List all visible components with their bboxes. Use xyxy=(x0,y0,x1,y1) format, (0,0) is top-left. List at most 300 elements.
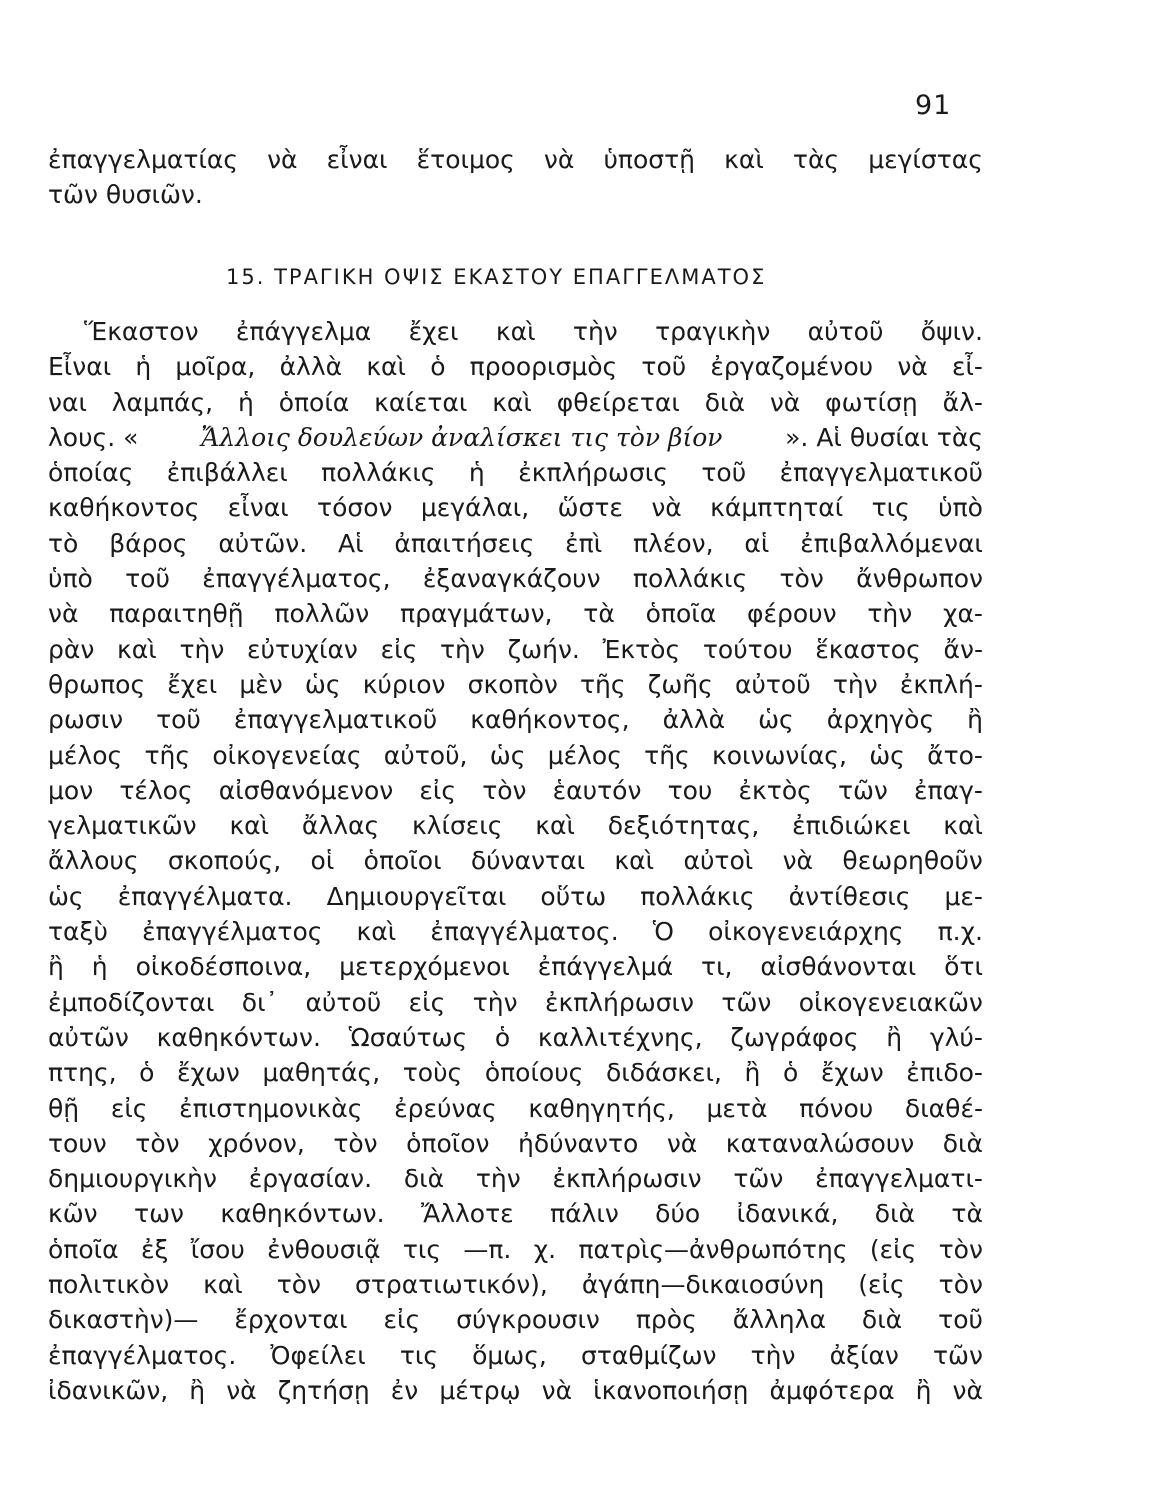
word: δύνανται xyxy=(470,846,586,876)
word: ἄλλους xyxy=(48,846,139,876)
word: θρωπος xyxy=(48,669,146,699)
word: ἄν- xyxy=(943,634,983,664)
word: τὴν xyxy=(832,669,878,699)
word: τῶν θυσιῶν. xyxy=(48,180,203,210)
word: ὑποστῇ xyxy=(603,145,696,174)
word: ἀγάπη—δικαιοσύνη xyxy=(581,1270,825,1300)
word: καθήκοντος, xyxy=(470,705,630,735)
word: τὰ xyxy=(951,1199,983,1229)
word: δύο xyxy=(655,1199,701,1229)
word: τοῦ xyxy=(701,458,747,488)
word: νὰ xyxy=(651,493,682,523)
word: χ. xyxy=(533,1234,557,1264)
text-line xyxy=(48,1161,983,1196)
word: μετερχόμενοι xyxy=(339,952,510,982)
word: οἰκογενειάρχης xyxy=(708,917,904,947)
word: οἰκογενειακῶν xyxy=(798,987,983,1017)
word: Ὁ xyxy=(652,917,674,947)
word: ἑαυτόν xyxy=(552,775,642,805)
word: τὸν xyxy=(482,775,527,805)
text-line xyxy=(48,632,983,667)
word: εἶναι xyxy=(326,145,388,174)
word: ἢ xyxy=(189,1375,206,1405)
word: ἠδύναντο xyxy=(517,1128,639,1158)
word: Ἐκτὸς xyxy=(602,634,681,664)
word: ζωῆς xyxy=(647,669,713,699)
word: ἢ xyxy=(967,705,983,735)
word: πολιτικὸν xyxy=(48,1270,170,1300)
word: ναι xyxy=(48,387,87,417)
word: μέλος xyxy=(48,740,123,770)
word: καλλιτέχνης, xyxy=(537,1022,703,1052)
word: τραγικὴν xyxy=(655,317,771,346)
word: πραγμάτων, xyxy=(400,599,553,629)
word: ἐπάγγελμά xyxy=(537,952,674,982)
word: —π. xyxy=(463,1234,512,1264)
text-line xyxy=(48,914,983,949)
word: ἄλληλα xyxy=(732,1305,826,1335)
word: μον xyxy=(48,775,94,805)
word: εὐτυχίαν xyxy=(247,634,358,664)
word: ἐπαγγελματι- xyxy=(815,1164,983,1194)
word: ἐπάγγελμα xyxy=(235,317,372,346)
word: πλέον, xyxy=(633,528,714,558)
word: τις xyxy=(402,1234,442,1264)
word: ἐπαγγέλματος. xyxy=(430,917,619,947)
text-line xyxy=(48,561,983,596)
page-number: 91 xyxy=(915,90,952,121)
word: νὰ xyxy=(952,1375,983,1405)
word: νὰ xyxy=(267,145,298,174)
word: ὁ xyxy=(782,1058,799,1088)
word: ἀλλὰ xyxy=(279,352,343,382)
word: οἰκογενείας xyxy=(212,740,362,770)
word: τι, xyxy=(701,952,733,982)
word: (εἰς xyxy=(858,1270,905,1300)
word: του xyxy=(667,775,713,805)
word: ἐργαζομένου xyxy=(710,352,874,382)
word: ἐπαγγελματίας xyxy=(48,145,238,174)
word: ἰδανικά, xyxy=(736,1199,839,1229)
word: ἐξ xyxy=(140,1234,169,1264)
word: εἰς xyxy=(110,1093,148,1123)
word: τῶν xyxy=(837,775,888,805)
word: αὐτῶν xyxy=(48,1022,129,1052)
word: ἡ xyxy=(468,458,485,488)
word: μεγίστας xyxy=(868,145,983,174)
word: καὶ xyxy=(229,811,270,841)
word: τὰς xyxy=(792,145,840,174)
word: νὰ xyxy=(543,145,575,174)
word: ἐκπλήρωσιν xyxy=(552,1164,702,1194)
word: μέτρῳ xyxy=(439,1375,521,1405)
word: ρωσιν xyxy=(48,705,124,735)
word: τὸν xyxy=(135,1128,180,1158)
word: σταθμίζων xyxy=(580,1340,717,1370)
word: διὰ xyxy=(942,1128,983,1158)
word: καὶ xyxy=(614,846,655,876)
word: πόνου xyxy=(799,1093,874,1123)
word: ἕκαστος xyxy=(815,634,921,664)
word: οἱ xyxy=(310,846,335,876)
word: ἐπιστημονικὰς xyxy=(179,1093,363,1123)
word: πολλάκις xyxy=(632,564,748,594)
word: εἶ- xyxy=(951,352,983,382)
word: τόσον xyxy=(317,493,393,523)
word: τὴν xyxy=(472,987,518,1017)
word: ἐπαγγελματικοῦ xyxy=(779,458,983,488)
word: ἐνθουσιᾷ xyxy=(267,1234,381,1264)
word: νὰ xyxy=(48,599,79,629)
text-line xyxy=(48,177,983,212)
word: ὁποίους xyxy=(484,1058,584,1088)
word: αὐτοῦ xyxy=(305,987,382,1017)
word: καὶ xyxy=(492,387,532,417)
word: πατρὶς—ἀνθρωπότης xyxy=(578,1234,848,1264)
text-line xyxy=(48,1055,983,1090)
word: νὰ xyxy=(782,846,814,876)
word: διὰ xyxy=(403,1164,445,1194)
word: ἢ xyxy=(48,952,64,982)
word: μὲν xyxy=(239,669,283,699)
word: Ἕκαστον xyxy=(84,317,199,346)
word: αὐτοῦ xyxy=(807,317,884,346)
word: γελματικῶν xyxy=(48,811,197,841)
text-line xyxy=(48,879,983,914)
line-end: ». Αἱ θυσίαι τὰς xyxy=(785,422,983,452)
word: παραιτηθῇ xyxy=(109,599,244,629)
word: νὰ xyxy=(666,1128,698,1158)
text-line xyxy=(48,843,983,878)
word: ἡ xyxy=(91,952,108,982)
word: νὰ xyxy=(541,1375,573,1405)
word: ἡ xyxy=(237,387,254,417)
word: καὶ xyxy=(203,1270,243,1300)
word: ἐρεύνας xyxy=(394,1093,497,1123)
text-line xyxy=(48,808,983,843)
text-line xyxy=(48,1373,983,1408)
word: τὴν xyxy=(439,634,485,664)
line-start: λους. « xyxy=(48,422,139,452)
word: νὰ xyxy=(897,352,928,382)
word: ὄψιν. xyxy=(920,317,983,346)
word: δι᾽ xyxy=(241,987,279,1017)
word: ἀντίθεσις xyxy=(788,881,911,911)
word: τῶν xyxy=(933,1340,983,1370)
word: ἐπαγγέλματα. xyxy=(117,881,293,911)
text-line xyxy=(48,1232,983,1267)
word: αὐτοῦ, xyxy=(383,740,468,770)
word: ἐπιδο- xyxy=(906,1058,983,1088)
word: ὁποῖον xyxy=(406,1128,490,1158)
word: πολλάκις xyxy=(321,458,436,488)
word: τὸν xyxy=(938,1270,983,1300)
text-line xyxy=(48,702,983,737)
word: μοῖρα, xyxy=(175,352,256,382)
text-line xyxy=(48,1020,983,1055)
word: Αἱ xyxy=(338,528,364,558)
word: ἱκανοποιήσῃ xyxy=(593,1375,749,1405)
word: ἐπιβαλλόμεναι xyxy=(800,528,983,558)
text-line xyxy=(48,490,983,525)
word: ὁ xyxy=(430,352,446,382)
word: ἔχει xyxy=(167,669,218,699)
word: ἐπαγγελματικοῦ xyxy=(233,705,438,735)
word: ἄλ- xyxy=(942,387,983,417)
word: τουν xyxy=(48,1128,107,1158)
word: σκοπὸν xyxy=(467,669,558,699)
word: σύγκρουσιν xyxy=(456,1305,600,1335)
word: ἀπαιτήσεις xyxy=(394,528,535,558)
word: μεγάλαι, xyxy=(420,493,530,523)
word: ὡς xyxy=(489,740,526,770)
text-line xyxy=(48,667,983,702)
word: ἕτοιμος xyxy=(416,145,515,174)
word: ὡς xyxy=(48,881,84,911)
word: εἰς xyxy=(419,775,457,805)
word: καθηκόντων. xyxy=(220,1199,385,1229)
text-line xyxy=(48,142,983,177)
quotation: Ἄλλοις δουλεύων ἀναλίσκει τις τὸν βίον xyxy=(201,422,723,452)
word: τὴν xyxy=(572,317,618,346)
word: π.χ. xyxy=(937,917,983,947)
word: τὸν xyxy=(333,1128,378,1158)
word: τὰ xyxy=(583,599,615,629)
word: πολλάκις xyxy=(640,881,755,911)
word: πάλιν xyxy=(550,1199,619,1229)
text-line xyxy=(48,349,983,384)
word: ὡς xyxy=(869,740,905,770)
word: τῆς xyxy=(644,740,690,770)
word: τὸν xyxy=(276,1270,322,1300)
text-line xyxy=(48,1267,983,1302)
word: Ὀφείλει xyxy=(270,1340,366,1370)
word: ἀμφότερα xyxy=(769,1375,895,1405)
word: ζητήσῃ xyxy=(277,1375,370,1405)
word: ἐπιδιώκει xyxy=(792,811,911,841)
word: χρόνον, xyxy=(208,1128,305,1158)
word: γλύ- xyxy=(929,1022,983,1052)
word: των xyxy=(134,1199,184,1229)
word: οὕτω xyxy=(540,881,607,911)
word: τοὺς xyxy=(402,1058,463,1088)
word: λαμπάς, xyxy=(111,387,214,417)
paragraph xyxy=(48,314,983,1408)
word: πτης, xyxy=(48,1058,117,1088)
word: τὴν xyxy=(179,634,225,664)
word: ἀξίαν xyxy=(829,1340,899,1370)
word: καίεται xyxy=(374,387,468,417)
word: καὶ xyxy=(495,317,536,346)
word: ἐπαγ- xyxy=(914,775,983,805)
word: τὸν xyxy=(938,1234,983,1264)
word: (εἰς xyxy=(869,1234,917,1264)
word: θεωρηθοῦν xyxy=(842,846,983,876)
word: ὁποῖα xyxy=(48,1234,119,1264)
word: ταξὺ xyxy=(48,917,108,947)
word: χα- xyxy=(943,599,983,629)
word: νὰ xyxy=(769,387,801,417)
word: Ἄλλοτε xyxy=(420,1199,514,1229)
word: καὶ xyxy=(356,917,397,947)
word: μετὰ xyxy=(706,1093,768,1123)
word: εἰς xyxy=(408,987,446,1017)
word: ἢ xyxy=(915,1375,932,1405)
word: ἐπιβάλλει xyxy=(166,458,288,488)
word: Εἶναι xyxy=(48,352,112,382)
word: πολλῶν xyxy=(274,599,370,629)
word: ὅτι xyxy=(944,952,983,982)
word: κάμπτηταί xyxy=(710,493,844,523)
word: διὰ xyxy=(861,1305,903,1335)
word: τὸν xyxy=(779,564,824,594)
word: καὶ xyxy=(117,634,157,664)
word: αὐτῶν. xyxy=(218,528,308,558)
word: τὴν xyxy=(750,1340,796,1370)
word: τοῦ xyxy=(641,352,687,382)
word: βάρος xyxy=(109,528,188,558)
word: ἐκπλή- xyxy=(899,669,983,699)
word: ἐπὶ xyxy=(565,528,603,558)
word: κοινωνίας, xyxy=(712,740,847,770)
word: αὐτοῦ xyxy=(734,669,811,699)
word: προορισμὸς xyxy=(469,352,618,382)
word: τις xyxy=(399,1340,439,1370)
word: νὰ xyxy=(226,1375,257,1405)
word: με- xyxy=(944,881,983,911)
word: καὶ xyxy=(535,811,575,841)
word: καὶ xyxy=(366,352,406,382)
word: ρὰν xyxy=(48,634,95,664)
text-line xyxy=(48,949,983,984)
text-line xyxy=(48,1091,983,1126)
word: καὶ xyxy=(943,811,983,841)
word: ὡς xyxy=(758,705,794,735)
word: οἰκοδέσποινα, xyxy=(135,952,312,982)
word: αἰσθανόμενον xyxy=(218,775,394,805)
word: σκοπούς, xyxy=(167,846,282,876)
word: δεξιότητας, xyxy=(607,811,760,841)
word: διὰ xyxy=(874,1199,916,1229)
word: εἰς xyxy=(380,634,418,664)
word: κύριον xyxy=(362,669,446,699)
word: ἐκπλήρωσις xyxy=(518,458,668,488)
word: ὁποῖα xyxy=(645,599,717,629)
text-line xyxy=(48,1126,983,1161)
word: μαθητάς, xyxy=(262,1058,381,1088)
word: κλίσεις xyxy=(411,811,503,841)
word: ἔχων xyxy=(820,1058,884,1088)
word: ἐπαγγέλματος. xyxy=(48,1340,237,1370)
word: ὁ xyxy=(139,1058,155,1088)
word: τῆς xyxy=(579,669,626,699)
word: Ὡσαύτως xyxy=(348,1022,468,1052)
text-line xyxy=(48,420,983,455)
word: δικαστὴν)— xyxy=(48,1305,199,1335)
word: ἡ xyxy=(135,352,152,382)
word: διὰ xyxy=(704,387,745,417)
text-line xyxy=(48,738,983,773)
word: τὴν xyxy=(475,1164,521,1194)
word: ὑπὸ xyxy=(938,493,983,523)
word: διαθέ- xyxy=(904,1093,983,1123)
word: ὥστε xyxy=(557,493,623,523)
word: ἐργασίαν. xyxy=(248,1164,373,1194)
word: ὁ xyxy=(494,1022,511,1052)
word: ἐν xyxy=(390,1375,419,1405)
word: ὁποίας xyxy=(48,458,134,488)
word: ὑπὸ xyxy=(48,564,93,594)
word: τοῦ xyxy=(156,705,201,735)
word: ἔχων xyxy=(177,1058,240,1088)
word: τῆς xyxy=(144,740,191,770)
word: ζωγράφος xyxy=(730,1022,859,1052)
word: ἰδανικῶν, xyxy=(48,1375,169,1405)
word: ὡς xyxy=(304,669,341,699)
text-line xyxy=(48,596,983,631)
word: τῶν xyxy=(733,1164,784,1194)
word: ζωήν. xyxy=(507,634,580,664)
word: ὅμως, xyxy=(472,1340,547,1370)
word: φθείρεται xyxy=(556,387,680,417)
word: τοῦ xyxy=(125,564,170,594)
word: ἐπαγγέλματος, xyxy=(202,564,391,594)
word: τέλος xyxy=(119,775,193,805)
word: εἶναι xyxy=(227,493,289,523)
word: καταναλώσουν xyxy=(725,1128,915,1158)
text-line xyxy=(48,1196,983,1231)
word: αἰσθάνονται xyxy=(760,952,917,982)
word: ἀρχηγὸς xyxy=(826,705,935,735)
text-line xyxy=(48,385,983,420)
word: εἰς xyxy=(383,1305,421,1335)
word: φωτίσῃ xyxy=(825,387,918,417)
word: ἢ xyxy=(744,1058,761,1088)
word: Δημιουργεῖται xyxy=(326,881,507,911)
word: καθηγητής, xyxy=(528,1093,675,1123)
word: φέρουν xyxy=(746,599,837,629)
word: ἐμποδίζονται xyxy=(48,987,215,1017)
word: καθηκόντων. xyxy=(156,1022,321,1052)
word: ἄλλας xyxy=(301,811,380,841)
word: τούτου xyxy=(702,634,793,664)
text-line xyxy=(48,314,983,349)
word: ἔρχονται xyxy=(234,1305,348,1335)
word: διδάσκει, xyxy=(605,1058,722,1088)
text-line xyxy=(48,526,983,561)
word: ὁποῖοι xyxy=(363,846,442,876)
word: στρατιωτικόν), xyxy=(354,1270,548,1300)
text-line xyxy=(48,773,983,808)
word: θῇ xyxy=(48,1093,80,1123)
word: τῶν xyxy=(721,987,772,1017)
section-heading: 15. ΤΡΑΓΙΚΗ ΟΨΙΣ ΕΚΑΣΤΟΥ ΕΠΑΓΓΕΛΜΑΤΟΣ xyxy=(226,265,767,289)
word: καὶ xyxy=(724,145,764,174)
text-line xyxy=(48,985,983,1020)
word: τὸ xyxy=(48,528,79,558)
intro-text xyxy=(48,142,983,213)
word: ἄτο- xyxy=(927,740,983,770)
word: τις xyxy=(871,493,910,523)
text-line xyxy=(48,1338,983,1373)
word: δημιουργικὴν xyxy=(48,1164,217,1194)
word: καθήκοντος xyxy=(48,493,200,523)
word: κῶν xyxy=(48,1199,98,1229)
word: ὁποία xyxy=(278,387,350,417)
word: ἢ xyxy=(886,1022,903,1052)
word: ἐκπλήρωσιν xyxy=(544,987,694,1017)
word: πρὸς xyxy=(635,1305,697,1335)
